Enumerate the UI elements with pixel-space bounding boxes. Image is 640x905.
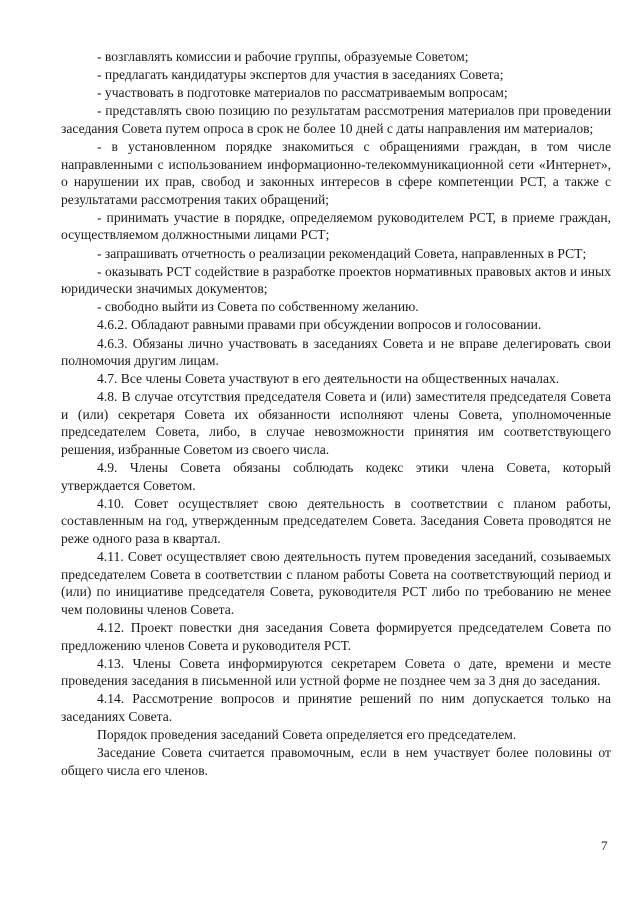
- paragraph: 4.9. Члены Совета обязаны соблюдать кодекс этики члена Совета, который утверждается Советом.: [61, 460, 611, 493]
- paragraph: 4.6.2. Обладают равными правами при обсуждении вопросов и голосовании.: [97, 317, 542, 333]
- paragraph: 4.14. Рассмотрение вопросов и принятие решений по ним допускается только на заседаниях Совета.: [61, 691, 611, 724]
- paragraph: 4.7. Все члены Совета участвуют в его деятельности на общественных началах.: [97, 371, 560, 387]
- paragraph: 4.11. Совет осуществляет свою деятельность путем проведения заседаний, созываемых председателем Совета в соответствии с планом работы Совета на соответствующий период и (или) по инициативе председателя Совета, руководителя РСТ либо по требованию не менее чем половины членов Совета.: [61, 549, 611, 617]
- document-body: [61, 48, 611, 780]
- paragraph: - принимать участие в порядке, определяемом руководителем РСТ, в приеме граждан, осуществляемом должностными лицами РСТ;: [61, 209, 611, 243]
- paragraph: Заседание Совета считается правомочным, если в нем участвует более половины от общего числа его членов.: [61, 745, 611, 778]
- paragraph: - возглавлять комиссии и рабочие группы, образуемые Советом;: [97, 49, 469, 64]
- paragraph: Порядок проведения заседаний Совета определяется его председателем.: [97, 727, 517, 743]
- paragraph: 4.12. Проект повестки дня заседания Совета формируется председателем Совета по предложению членов Совета и руководителя РСТ.: [61, 620, 611, 653]
- paragraph: - свободно выйти из Совета по собственному желанию.: [97, 299, 419, 315]
- paragraph: 4.8. В случае отсутствия председателя Совета и (или) заместителя председателя Совета и (или) секретаря Совета их обязанности исполняют члены Совета, уполномоченные председателем Совета, либо, в случае невозможности принятия им соответствующего решения, избранные Советом из своего числа.: [61, 389, 611, 458]
- paragraph: - в установленном порядке знакомиться с обращениями граждан, в том числе направленными с использованием информационно-телекоммуникационной сети «Интернет», о нарушении их прав, свобод и законных интересов в сфере компетенции РСТ, а также с результатами рассмотрения таких обращений;: [61, 138, 611, 207]
- paragraph: - представлять свою позицию по результатам рассмотрения материалов при проведении заседания Совета путем опроса в срок не более 10 дней с даты направления им материалов;: [61, 103, 611, 136]
- paragraph: - запрашивать отчетность о реализации рекомендаций Совета, направленных в РСТ;: [97, 245, 587, 261]
- paragraph: - предлагать кандидатуры экспертов для участия в заседаниях Совета;: [97, 67, 504, 83]
- page-number: 7: [601, 838, 608, 853]
- paragraph: - участвовать в подготовке материалов по рассматриваемым вопросам;: [97, 85, 508, 101]
- paragraph: 4.6.3. Обязаны лично участвовать в заседаниях Совета и не вправе делегировать свои полномочия другим лицам.: [61, 335, 611, 369]
- paragraph: 4.10. Совет осуществляет свою деятельность в соответствии с планом работы, составленным на год, утвержденным председателем Совета. Заседания Совета проводятся не реже одного раза в квартал.: [61, 495, 611, 547]
- paragraph: 4.13. Члены Совета информируются секретарем Совета о дате, времени и месте проведения заседания в письменной или устной форме не позднее чем за 3 дня до заседания.: [61, 655, 611, 689]
- paragraph: - оказывать РСТ содействие в разработке проектов нормативных правовых актов и иных юридически значимых документов;: [61, 263, 611, 297]
